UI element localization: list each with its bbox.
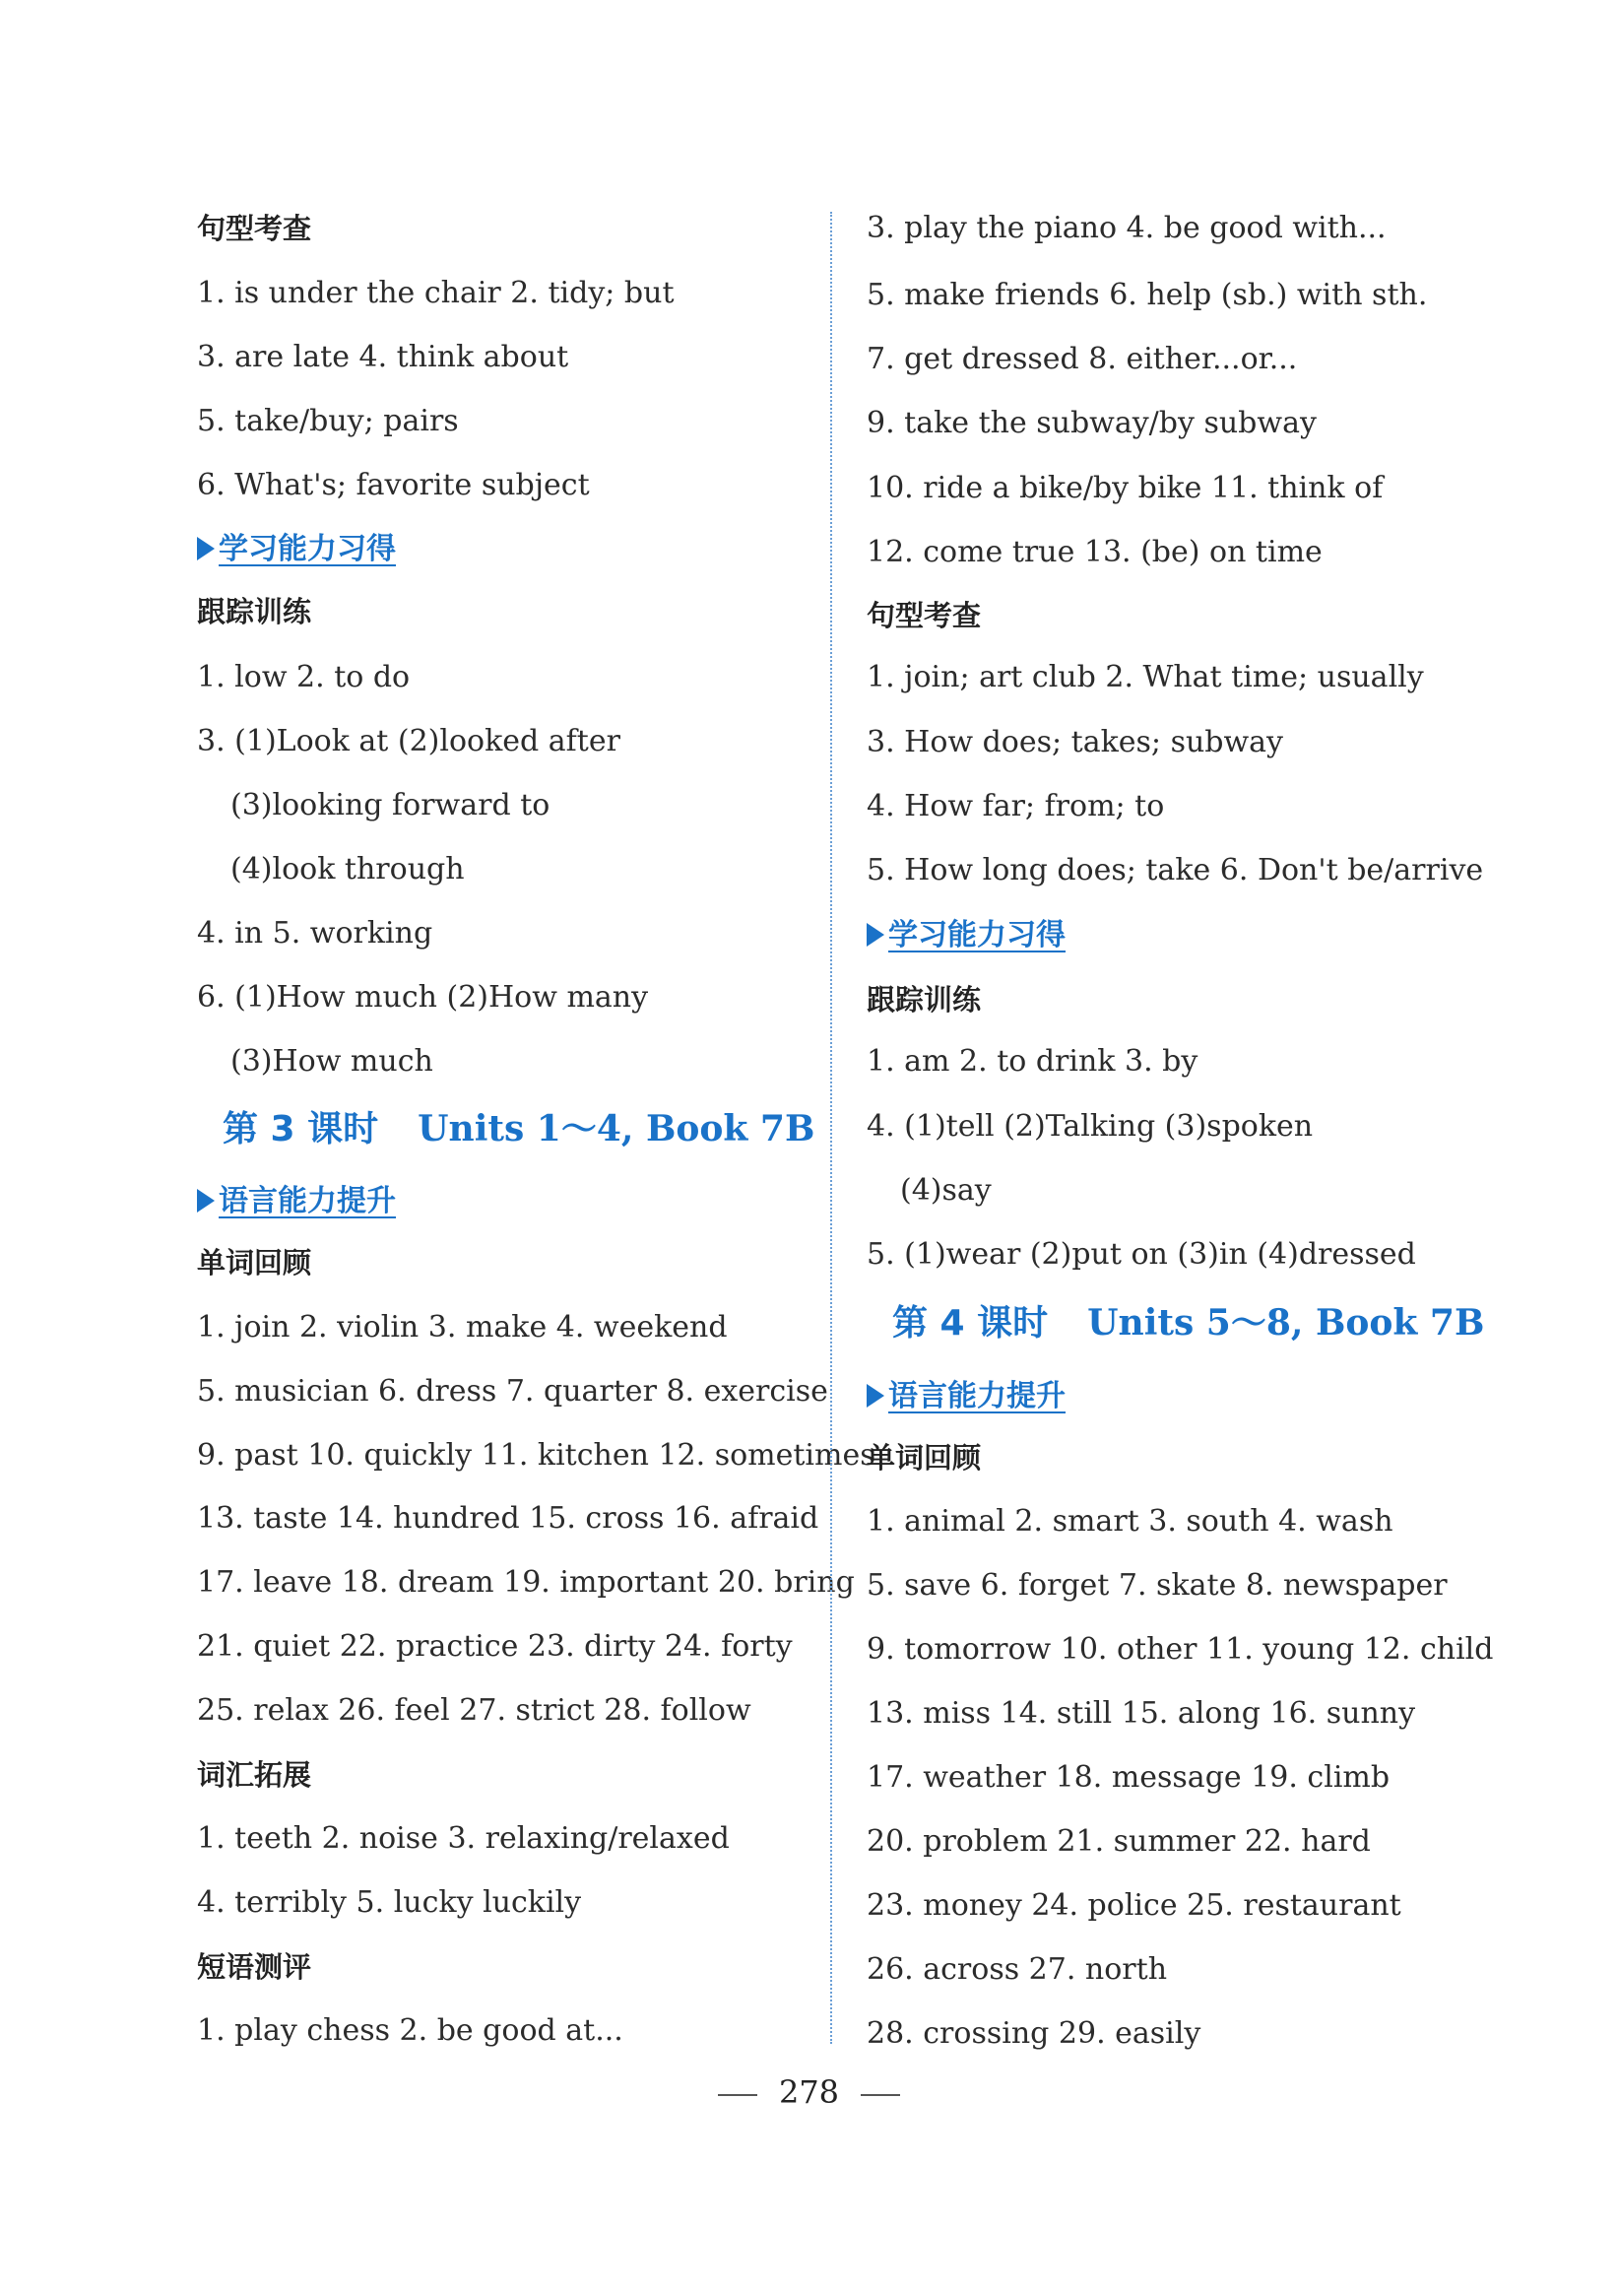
answer-line: 6. (1)How much (2)How many	[197, 980, 649, 1015]
answer-line: 6. What's; favorite subject	[197, 468, 590, 502]
answer-line: 4. (1)tell (2)Talking (3)spoken	[867, 1109, 1314, 1144]
section-heading: 单词回顾	[867, 1441, 982, 1475]
answer-line: 5. make friends 6. help (sb.) with sth.	[867, 278, 1428, 312]
answer-line: 1. teeth 2. noise 3. relaxing/relaxed	[197, 1821, 730, 1856]
answer-line: 17. leave 18. dream 19. important 20. bring	[197, 1565, 855, 1600]
answer-line: 1. play chess 2. be good at...	[197, 2013, 623, 2048]
answer-line: 9. take the subway/by subway	[867, 406, 1317, 440]
answer-line: 13. miss 14. still 15. along 16. sunny	[867, 1696, 1416, 1731]
triangle-marker-icon	[197, 1189, 215, 1213]
section-banner-label: 学习能力习得	[219, 532, 396, 566]
answer-line: 3. are late 4. think about	[197, 340, 569, 374]
answer-line: 4. terribly 5. lucky luckily	[197, 1885, 582, 1920]
answer-line: 26. across 27. north	[867, 1952, 1168, 1987]
section-heading: 词汇拓展	[197, 1758, 312, 1792]
section-banner-label: 语言能力提升	[219, 1184, 396, 1218]
answer-line: 1. low 2. to do	[197, 660, 411, 694]
section-heading: 短语测评	[197, 1950, 312, 1984]
answer-line: 13. taste 14. hundred 15. cross 16. afraid	[197, 1501, 819, 1536]
answer-line: 1. join 2. violin 3. make 4. weekend	[197, 1310, 728, 1345]
answer-line: 5. How long does; take 6. Don't be/arrive	[867, 853, 1484, 887]
page-number: 278	[778, 2073, 840, 2111]
answer-line: 1. animal 2. smart 3. south 4. wash	[867, 1504, 1393, 1539]
answer-line: (4)say	[900, 1173, 992, 1208]
answer-line: 1. is under the chair 2. tidy; but	[197, 276, 675, 310]
answer-line: 1. am 2. to drink 3. by	[867, 1044, 1198, 1079]
answer-line: 1. join; art club 2. What time; usually	[867, 660, 1424, 694]
answer-line: (4)look through	[230, 852, 465, 886]
section-heading: 句型考查	[867, 599, 982, 632]
answer-line: 21. quiet 22. practice 23. dirty 24. forty	[197, 1629, 793, 1664]
answer-line: 12. come true 13. (be) on time	[867, 535, 1323, 569]
section-heading: 句型考查	[197, 212, 312, 245]
triangle-marker-icon	[867, 923, 884, 947]
lesson-units: Units 5～8, Book 7B	[1087, 1302, 1485, 1344]
answer-line: (3)looking forward to	[230, 788, 550, 822]
section-banner	[867, 1377, 1066, 1416]
section-banner	[197, 1182, 396, 1221]
answer-line: 5. musician 6. dress 7. quarter 8. exercise	[197, 1374, 828, 1409]
answer-line: 20. problem 21. summer 22. hard	[867, 1824, 1371, 1859]
answer-line: 4. How far; from; to	[867, 789, 1165, 823]
answer-line: 10. ride a bike/by bike 11. think of	[867, 471, 1384, 505]
section-heading: 跟踪训练	[197, 595, 312, 628]
answer-line: 25. relax 26. feel 27. strict 28. follow	[197, 1693, 751, 1728]
answer-line: 7. get dressed 8. either...or...	[867, 342, 1298, 376]
page-footer	[0, 2070, 1618, 2114]
answer-line: 28. crossing 29. easily	[867, 2016, 1201, 2051]
section-banner-label: 学习能力习得	[888, 918, 1066, 952]
answer-line: 9. past 10. quickly 11. kitchen 12. sometimes	[197, 1438, 875, 1473]
lesson-title	[892, 1299, 1484, 1347]
triangle-marker-icon	[197, 537, 215, 560]
answer-line: 9. tomorrow 10. other 11. young 12. child	[867, 1632, 1494, 1667]
answer-line: 17. weather 18. message 19. climb	[867, 1760, 1391, 1795]
footer-dash-left	[718, 2094, 757, 2096]
section-banner	[867, 916, 1066, 955]
column-divider	[830, 212, 832, 2044]
section-heading: 单词回顾	[197, 1246, 312, 1279]
triangle-marker-icon	[867, 1384, 884, 1408]
lesson-number: 第 4 课时	[892, 1303, 1049, 1344]
answer-line: 4. in 5. working	[197, 916, 433, 951]
section-banner	[197, 530, 396, 569]
lesson-units: Units 1～4, Book 7B	[418, 1108, 815, 1149]
lesson-number: 第 3 课时	[223, 1109, 379, 1149]
answer-line: (3)How much	[230, 1044, 433, 1079]
answer-line: 23. money 24. police 25. restaurant	[867, 1888, 1401, 1923]
answer-line: 3. (1)Look at (2)looked after	[197, 724, 620, 758]
answer-line: 5. save 6. forget 7. skate 8. newspaper	[867, 1568, 1448, 1603]
answer-line: 5. (1)wear (2)put on (3)in (4)dressed	[867, 1237, 1416, 1272]
answer-line: 3. How does; takes; subway	[867, 725, 1284, 759]
answer-line: 5. take/buy; pairs	[197, 404, 459, 438]
section-banner-label: 语言能力提升	[888, 1379, 1066, 1413]
section-heading: 跟踪训练	[867, 983, 982, 1017]
footer-dash-right	[861, 2094, 900, 2096]
lesson-title	[223, 1105, 814, 1153]
answer-line: 3. play the piano 4. be good with...	[867, 211, 1387, 245]
